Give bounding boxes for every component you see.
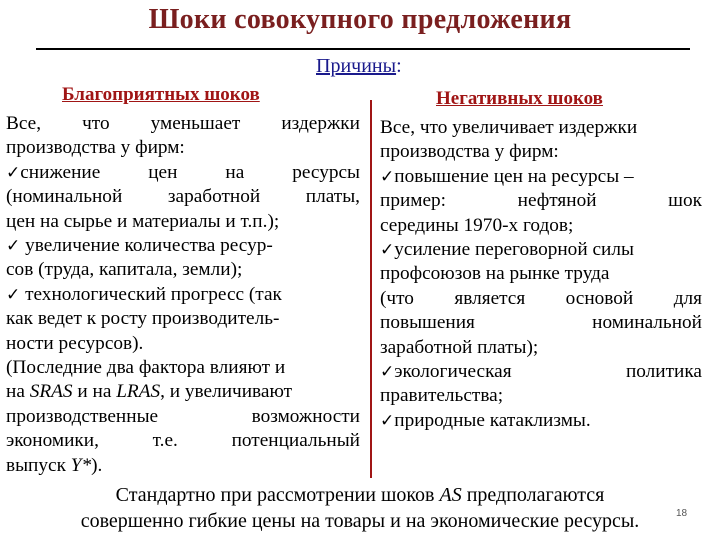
right-text-line: правительства;	[380, 385, 504, 407]
right-text-line: середины 1970-х годов;	[380, 214, 574, 236]
left-text-line: ✓ увеличение количества ресур-	[6, 235, 273, 257]
conclusion-text	[0, 482, 720, 534]
causes-colon: :	[396, 55, 402, 77]
left-text-line: сов (труда, капитала, земли);	[6, 259, 243, 281]
page-number: 18	[676, 508, 688, 519]
word: платы,	[305, 186, 360, 208]
left-text-line: (Последние два фактора влияют и	[6, 357, 286, 379]
title-underline	[36, 48, 690, 50]
word: политика	[625, 361, 702, 383]
slide-title: Шоки совокупного предложения	[148, 4, 572, 35]
word: что	[82, 113, 110, 134]
right-text-line: заработной платы);	[380, 336, 539, 358]
italic-term: Y*	[70, 454, 92, 476]
italic-term: LRAS	[116, 381, 161, 403]
left-text-line	[6, 112, 360, 136]
causes-label	[316, 55, 402, 78]
left-text-line	[6, 185, 360, 209]
word: (что	[380, 287, 414, 309]
word: номинальной	[592, 312, 702, 334]
check-icon: ✓	[380, 362, 395, 383]
italic-term: AS	[439, 484, 462, 506]
word: ресурсы	[292, 161, 360, 183]
word: производственные	[6, 405, 159, 427]
right-text-line: ✓природные катаклизмы.	[380, 409, 591, 431]
right-text-line	[380, 360, 702, 384]
left-text-line: ности ресурсов).	[6, 332, 144, 354]
right-text-line: производства у фирм:	[380, 141, 559, 163]
left-text-line	[6, 405, 360, 429]
right-column-heading: Негативных шоков	[436, 88, 603, 109]
check-icon: ✓	[380, 166, 395, 187]
word: ✓экологическая	[380, 361, 512, 383]
word: потенциальный	[231, 430, 360, 452]
word: экономики,	[6, 430, 99, 452]
check-icon: ✓	[6, 162, 21, 183]
word: на	[225, 161, 245, 183]
left-text-line: ✓ технологический прогресс (так	[6, 283, 282, 305]
word: возможности	[251, 405, 360, 427]
word: шок	[668, 190, 702, 212]
right-text-line: профсоюзов на рынке труда	[380, 263, 610, 285]
word: уменьшает	[150, 113, 241, 134]
word: повышения	[380, 312, 475, 334]
left-column-heading: Благоприятных шоков	[62, 84, 260, 105]
right-text-line: Все, что увеличивает издержки	[380, 117, 638, 138]
left-column-text	[6, 112, 360, 478]
right-text-line	[380, 287, 702, 311]
right-text-line	[380, 189, 702, 213]
word: ✓снижение	[6, 161, 101, 183]
conclusion-line-2: совершенно гибкие цены на товары и на экономические ресурсы.	[80, 510, 640, 532]
check-icon: ✓	[380, 240, 395, 261]
word: т.е.	[152, 430, 178, 452]
word: цен	[148, 161, 178, 183]
check-icon: ✓	[380, 410, 395, 431]
word: основой	[565, 287, 634, 309]
word: является	[454, 287, 526, 309]
word: для	[673, 287, 702, 309]
word: Все,	[6, 113, 42, 134]
left-text-line: на SRAS и на LRAS, и увеличивают	[6, 381, 293, 403]
left-text-line: как ведет к росту производитель-	[6, 308, 280, 330]
word: заработной	[167, 186, 261, 208]
conclusion-line-1: Стандартно при рассмотрении шоков AS предполагаются	[115, 484, 605, 506]
word: (номинальной	[6, 186, 123, 208]
right-text-line	[380, 311, 702, 335]
right-column-text	[380, 116, 702, 433]
right-text-line: ✓повышение цен на ресурсы –	[380, 165, 634, 187]
check-icon: ✓	[6, 236, 21, 257]
word: пример:	[380, 190, 447, 212]
left-text-line	[6, 429, 360, 453]
left-text-line	[6, 161, 360, 185]
right-text-line: ✓усиление переговорной силы	[380, 239, 634, 261]
word: издержки	[281, 113, 360, 134]
left-text-line: производства у фирм:	[6, 137, 185, 159]
italic-term: SRAS	[29, 381, 73, 403]
check-icon: ✓	[6, 284, 21, 305]
left-text-line: цен на сырье и материалы и т.п.);	[6, 210, 280, 232]
causes-label-text: Причины	[316, 55, 397, 77]
word: нефтяной	[517, 190, 597, 212]
left-text-line: выпуск Y*).	[6, 454, 103, 476]
column-divider	[370, 100, 372, 478]
